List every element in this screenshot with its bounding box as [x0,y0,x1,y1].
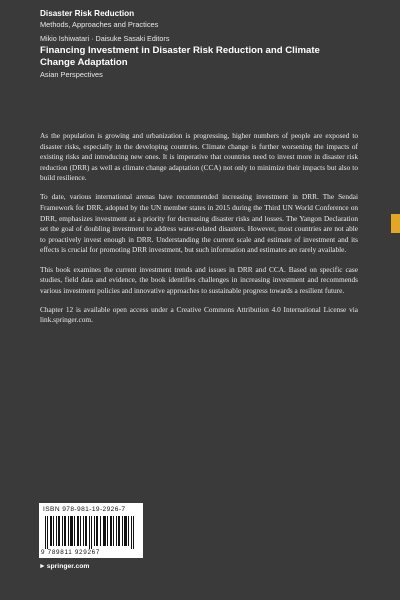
barcode-digits: 9 789811 929267 [41,549,101,556]
publisher-link[interactable] [39,563,89,570]
blurb-paragraph-1: As the population is growing and urbanization is progressing, higher numbers of people are exposed to disaster risks, especially in the developing countries. Climate change is further worsening the impacts of existing risks and introducing new ones. It is imperative that countries need to invest more in disaster risk reduction (DRR) as well as climate change adaptation (CCA) not only to minimize their impacts but also to build resilience. [40,131,358,183]
barcode-bars-icon [43,516,139,549]
blurb-paragraph-2: To date, various international arenas have recommended increasing investment in DRR. The Sendai Framework for DRR, adopted by the UN member states in 2015 during the Third UN World Conference on DRR, emphasizes investment as a priority for decreasing disaster risks and losses. The Yangon Declaration set the goal of doubling investment to address water-related disasters. However, most countries are not able to proactively invest enough in DRR. Understanding the current scale and estimate of investment and its effects is crucial for promoting DRR investment, but such information and estimates are rarely available. [40,192,358,255]
blurb-paragraph-4: Chapter 12 is available open access under a Creative Commons Attribution 4.0 International License via link.springer.com. [40,304,358,325]
barcode [39,503,143,558]
header-block [40,8,360,80]
book-subtitle: Asian Perspectives [40,70,103,79]
book-title-line-2: Change Adaptation [40,57,128,68]
isbn-text: ISBN 978-981-19-2926-7 [43,506,126,513]
blurb-paragraph-3: This book examines the current investment trends and issues in DRR and CCA. Based on specific case studies, field data and evidence, the book identifies challenges in increasing investment and recommends various investment policies and innovative approaches to sustainable progress towards a resilient future. [40,264,358,295]
arrow-right-icon: ► [39,563,46,570]
blurb [40,131,358,335]
publisher-url: springer.com [46,563,90,570]
book-title [40,45,360,69]
yellow-tab-marker [391,214,400,233]
editors: Mikio Ishiwatari · Daisuke Sasaki Editors [40,34,170,43]
book-title-line-1: Financing Investment in Disaster Risk Reduction and Climate [40,45,320,56]
series-title: Disaster Risk Reduction [40,9,135,18]
series-subtitle: Methods, Approaches and Practices [40,20,159,29]
